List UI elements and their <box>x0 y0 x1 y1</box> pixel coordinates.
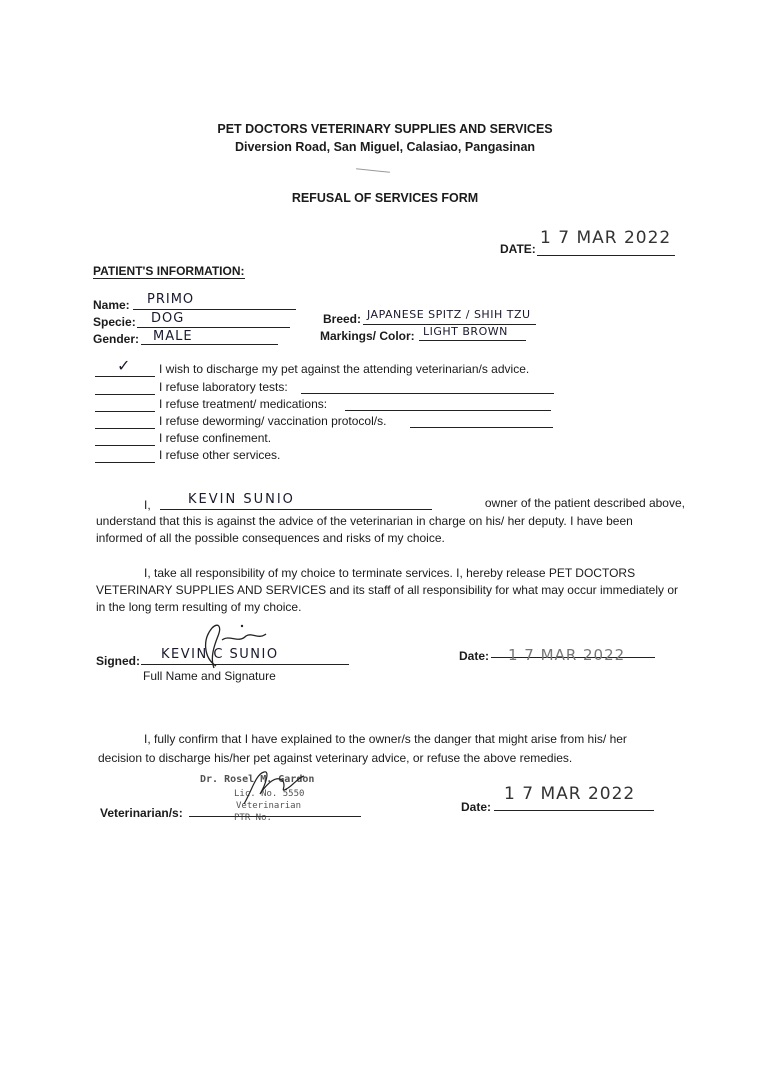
date-stamp: 1 7 MAR 2022 <box>540 228 672 248</box>
option-checkbox-line[interactable] <box>95 448 155 463</box>
breed-field[interactable] <box>363 309 536 325</box>
option-detail-line[interactable] <box>410 414 553 428</box>
owner-name-value: KEVIN SUNIO <box>188 492 295 507</box>
specie-field[interactable] <box>137 312 290 328</box>
signed-date-field[interactable] <box>491 642 655 664</box>
scan-mark <box>356 168 390 173</box>
release-line2: VETERINARY SUPPLIES AND SERVICES and its staff of all responsibility for what may occur immediately or <box>96 583 679 597</box>
signature-scribble <box>196 618 276 670</box>
signature-field[interactable] <box>141 648 349 665</box>
vet-stamp-name: Dr. Rosel M. Gardon <box>200 774 315 785</box>
statement-line1-rest: owner of the patient described above, <box>484 496 685 510</box>
signature-caption: Full Name and Signature <box>143 669 276 683</box>
owner-name-field[interactable] <box>160 494 432 510</box>
markings-value: LIGHT BROWN <box>423 325 508 338</box>
statement-i: I, <box>144 498 151 512</box>
name-label: Name: <box>93 298 130 312</box>
company-name: PET DOCTORS VETERINARY SUPPLIES AND SERVICES <box>217 122 553 136</box>
signed-date-label: Date: <box>459 649 490 663</box>
statement-line2: understand that this is against the advice of the veterinarian in charge on his/ her deputy. I have been <box>96 514 633 528</box>
vet-stamp-license: Lic. No. 5550 <box>234 789 305 799</box>
markings-label: Markings/ Color: <box>320 329 415 343</box>
signature-name: KEVIN C SUNIO <box>161 647 279 662</box>
option-text: I refuse deworming/ vaccination protocol/s. <box>159 414 387 428</box>
breed-label: Breed: <box>323 312 362 326</box>
option-text: I refuse laboratory tests: <box>159 380 288 394</box>
name-field[interactable] <box>133 294 296 310</box>
vet-date-stamp: 1 7 MAR 2022 <box>504 784 636 804</box>
vet-date-field[interactable] <box>494 784 654 811</box>
option-detail-line[interactable] <box>345 397 551 411</box>
date-field[interactable] <box>537 228 675 256</box>
option-checkbox-line[interactable] <box>95 356 155 377</box>
option-checkbox-line[interactable] <box>95 414 155 429</box>
name-value: PRIMO <box>147 292 195 307</box>
signed-label: Signed: <box>96 654 140 668</box>
specie-value: DOG <box>151 311 185 326</box>
company-address: Diversion Road, San Miguel, Calasiao, Pangasinan <box>234 140 536 154</box>
statement-line3: informed of all the possible consequences and risks of my choice. <box>96 531 445 545</box>
gender-field[interactable] <box>141 329 278 345</box>
release-line1: I, take all responsibility of my choice to terminate services. I, hereby release PET DOCTORS <box>144 566 636 580</box>
vet-label: Veterinarian/s: <box>100 806 183 820</box>
option-text: I refuse treatment/ medications: <box>159 397 328 411</box>
option-checkbox-line[interactable] <box>95 397 155 412</box>
confirm-line2: decision to discharge his/her pet against veterinary advice, or refuse the above remedies. <box>98 751 573 765</box>
date-label: DATE: <box>500 242 536 256</box>
option-checkbox-line[interactable] <box>95 431 155 446</box>
form-title: REFUSAL OF SERVICES FORM <box>291 191 479 205</box>
confirm-line1: I, fully confirm that I have explained to the owner/s the danger that might arise from his/ her <box>144 732 627 746</box>
release-line3: in the long term resulting of my choice. <box>96 600 302 614</box>
gender-value: MALE <box>153 329 193 344</box>
vet-signature-scribble <box>238 768 308 808</box>
option-text: I refuse other services. <box>159 448 281 462</box>
vet-stamp-ptr: PTR No. <box>234 813 272 823</box>
breed-value: JAPANESE SPITZ / SHIH TZU <box>367 308 531 321</box>
vet-stamp-title: Veterinarian <box>236 801 302 811</box>
gender-label: Gender: <box>93 332 140 346</box>
check-mark-icon: ✓ <box>117 356 132 375</box>
signed-date-stamp: 1 7 MAR 2022 <box>508 646 626 664</box>
option-text: I refuse confinement. <box>159 431 272 445</box>
option-text: I wish to discharge my pet against the attending veterinarian/s advice. <box>159 362 530 376</box>
vet-date-label: Date: <box>461 800 492 814</box>
option-detail-line[interactable] <box>301 380 554 394</box>
option-checkbox-line[interactable] <box>95 380 155 395</box>
markings-field[interactable] <box>419 325 526 341</box>
patient-section-label: PATIENT'S INFORMATION: <box>93 264 245 278</box>
specie-label: Specie: <box>93 315 136 329</box>
